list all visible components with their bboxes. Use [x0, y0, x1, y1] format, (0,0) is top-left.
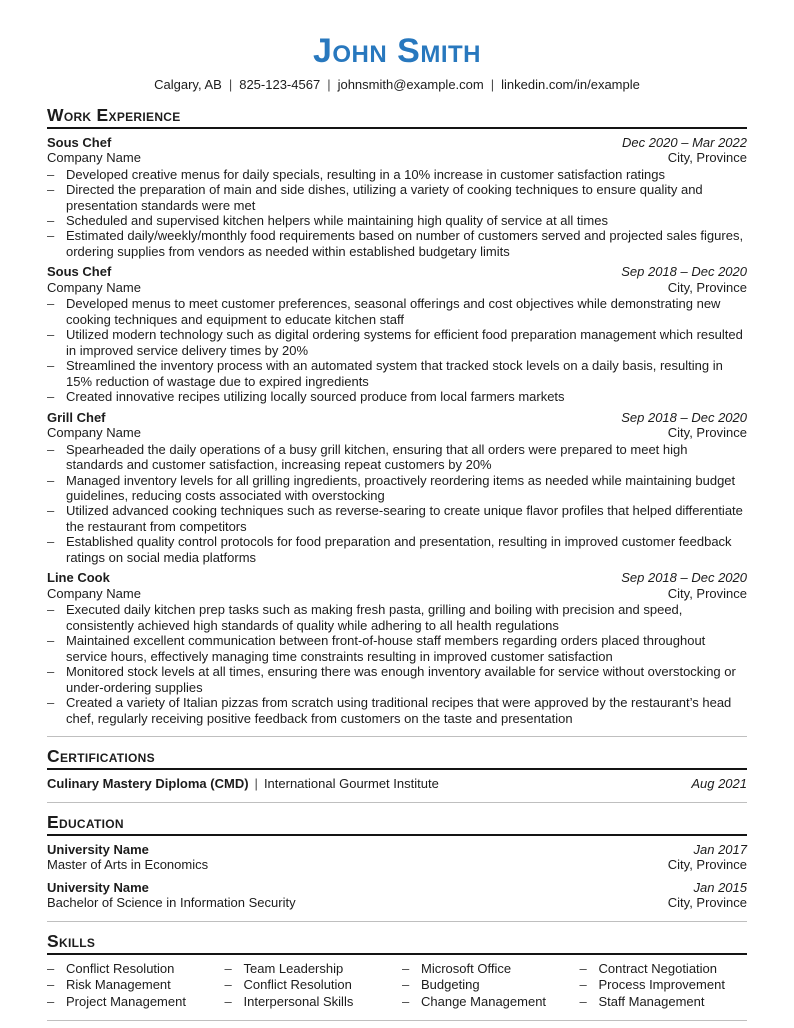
bullet-text: Scheduled and supervised kitchen helpers while maintaining high quality of service at all times	[66, 213, 608, 229]
bullet-marker: –	[224, 977, 232, 993]
bullet-marker: –	[579, 960, 587, 976]
education-entry	[47, 880, 747, 911]
skill-item	[580, 977, 748, 992]
contact-separator: |	[490, 77, 495, 93]
skill-label: Process Improvement	[598, 977, 725, 993]
skill-label: Risk Management	[66, 977, 171, 993]
job-company: Company Name	[47, 150, 141, 166]
section-title-skills: Skills	[47, 931, 747, 955]
bullet-item	[47, 182, 747, 213]
bullet-marker: –	[47, 977, 55, 993]
education-school: University Name	[47, 879, 149, 895]
skill-label: Conflict Resolution	[66, 960, 175, 976]
bullet-marker: –	[47, 695, 55, 711]
bullet-text: Directed the preparation of main and side dishes, utilizing a variety of cooking techniques to ensure quality and presentation standards were met	[66, 182, 703, 213]
job-subheader-row	[47, 425, 747, 440]
bullet-marker: –	[47, 327, 55, 343]
bullet-item	[47, 695, 747, 726]
bullet-item	[47, 213, 747, 228]
skill-item	[47, 977, 215, 992]
contact-location: Calgary, AB	[154, 77, 222, 93]
bullet-item	[47, 228, 747, 259]
bullet-item	[47, 389, 747, 404]
job-entry	[47, 264, 747, 404]
bullet-item	[47, 534, 747, 565]
job-company: Company Name	[47, 279, 141, 295]
bullet-marker: –	[47, 633, 55, 649]
job-title: Line Cook	[47, 570, 110, 586]
education-header-row	[47, 842, 747, 857]
job-entry	[47, 410, 747, 566]
education-location: City, Province	[667, 895, 747, 911]
education-degree: Master of Arts in Economics	[47, 857, 209, 873]
bullet-marker: –	[579, 977, 587, 993]
bullet-marker: –	[47, 389, 55, 405]
skills-grid	[47, 961, 747, 1010]
bullet-text: Developed creative menus for daily specials, resulting in a 10% increase in customer satisfaction ratings	[66, 166, 666, 182]
education-entry	[47, 842, 747, 873]
bullet-marker: –	[47, 960, 55, 976]
bullet-marker: –	[579, 993, 587, 1009]
skill-label: Staff Management	[598, 993, 705, 1009]
skill-item	[580, 994, 748, 1009]
skill-item	[402, 994, 570, 1009]
bullet-text: Estimated daily/weekly/monthly food requirements based on number of customers served and projected sales figures, ordering supplies from vendors as needed within established budgetary limits	[66, 228, 744, 259]
bullet-marker: –	[47, 296, 55, 312]
candidate-name: John Smith	[312, 32, 482, 70]
bullet-marker: –	[47, 664, 55, 680]
job-dates: Sep 2018 – Dec 2020	[621, 264, 747, 280]
education-location: City, Province	[667, 857, 747, 873]
contact-linkedin: linkedin.com/in/example	[501, 77, 640, 93]
bullet-item	[47, 296, 747, 327]
job-entry	[47, 570, 747, 726]
bullet-item	[47, 633, 747, 664]
bullet-text: Utilized modern technology such as digital ordering systems for efficient food preparation management which resulted in improved service delivery times by 20%	[66, 327, 743, 358]
bullet-marker: –	[47, 472, 55, 488]
section-title-education: Education	[47, 812, 747, 836]
job-bullets	[47, 442, 747, 566]
skills-column	[225, 961, 393, 1010]
job-entry	[47, 135, 747, 260]
bullet-marker: –	[224, 960, 232, 976]
bullet-text: Established quality control protocols for food preparation and presentation, resulting in improved customer feedback ratings on social media platforms	[66, 534, 732, 565]
bullet-marker: –	[402, 960, 410, 976]
education-degree: Bachelor of Science in Information Security	[47, 895, 296, 911]
job-bullets	[47, 296, 747, 404]
skills-column	[402, 961, 570, 1010]
bullet-marker: –	[47, 503, 55, 519]
skill-label: Interpersonal Skills	[243, 993, 354, 1009]
contact-separator: |	[228, 77, 233, 93]
education-header-row	[47, 880, 747, 895]
education-subheader-row	[47, 895, 747, 910]
bullet-item	[47, 602, 747, 633]
contact-phone: 825-123-4567	[239, 77, 321, 93]
bullet-marker: –	[402, 977, 410, 993]
resume-header	[47, 32, 747, 93]
bullet-marker: –	[47, 213, 55, 229]
contact-email: johnsmith@example.com	[337, 77, 484, 93]
education-school: University Name	[47, 841, 149, 857]
bullet-item	[47, 503, 747, 534]
job-company: Company Name	[47, 585, 141, 601]
job-title: Grill Chef	[47, 409, 106, 425]
section-title-certifications: Certifications	[47, 746, 747, 770]
skill-item	[225, 977, 393, 992]
education-date: Jan 2015	[693, 879, 747, 895]
skill-label: Budgeting	[421, 977, 480, 993]
skill-label: Project Management	[66, 993, 186, 1009]
bullet-item	[47, 442, 747, 473]
section-skills	[47, 921, 747, 1011]
bullet-text: Maintained excellent communication between front-of-house staff members regarding orders placed throughout service hours, effectively managing time constraints resulting in improved customer satisfaction	[66, 633, 706, 664]
job-bullets	[47, 167, 747, 260]
bullet-text: Utilized advanced cooking techniques such as reverse-searing to create unique flavor profiles that helped differentiate the restaurant from competitors	[66, 503, 743, 534]
bullet-item	[47, 473, 747, 504]
bullet-text: Created innovative recipes utilizing locally sourced produce from local farmers markets	[66, 389, 565, 405]
section-certifications	[47, 736, 747, 792]
bullet-text: Developed menus to meet customer preferences, seasonal offerings and cost objectives while demonstrating new cooking techniques and equipment to educate kitchen staff	[66, 296, 721, 327]
bottom-divider	[47, 1020, 747, 1021]
certification-date: Aug 2021	[691, 776, 747, 792]
certification-issuer: International Gourmet Institute	[263, 776, 439, 792]
certification-name: Culinary Mastery Diploma (CMD)	[47, 776, 249, 792]
bullet-marker: –	[47, 166, 55, 182]
skill-item	[402, 961, 570, 976]
job-location: City, Province	[667, 150, 747, 166]
skill-item	[47, 961, 215, 976]
skill-label: Contract Negotiation	[598, 960, 718, 976]
bullet-text: Streamlined the inventory process with an automated system that tracked stock levels on a daily basis, resulting in 15% reduction of wastage due to expired ingredients	[66, 358, 723, 389]
skill-item	[225, 961, 393, 976]
job-location: City, Province	[667, 425, 747, 441]
job-header-row	[47, 264, 747, 279]
certification-entry	[47, 776, 747, 791]
job-location: City, Province	[667, 585, 747, 601]
bullet-item	[47, 167, 747, 182]
bullet-marker: –	[402, 993, 410, 1009]
job-company: Company Name	[47, 425, 141, 441]
bullet-text: Spearheaded the daily operations of a busy grill kitchen, ensuring that all orders were prepared to meet high standards and customer satisfaction, increasing repeat customers by 20%	[66, 441, 688, 473]
bullet-text: Created a variety of Italian pizzas from scratch using traditional recipes that were approved by the restaurant’s head chef, regularly receiving positive feedback from customers on the taste and presentation	[66, 695, 732, 726]
skills-column	[580, 961, 748, 1010]
skills-column	[47, 961, 215, 1010]
bullet-item	[47, 358, 747, 389]
skill-item	[402, 977, 570, 992]
skill-label: Team Leadership	[243, 960, 344, 976]
education-subheader-row	[47, 857, 747, 872]
job-bullets	[47, 602, 747, 726]
section-work-experience	[47, 105, 747, 726]
job-subheader-row	[47, 280, 747, 295]
section-education	[47, 802, 747, 911]
job-header-row	[47, 570, 747, 585]
certification-separator: |	[254, 776, 258, 792]
bullet-marker: –	[47, 182, 55, 198]
skill-item	[47, 994, 215, 1009]
job-title: Sous Chef	[47, 134, 112, 150]
education-date: Jan 2017	[693, 841, 747, 857]
certification-left	[47, 776, 439, 791]
job-dates: Sep 2018 – Dec 2020	[621, 570, 747, 586]
job-header-row	[47, 135, 747, 150]
bullet-text: Executed daily kitchen prep tasks such as making fresh pasta, grilling and boiling with precision and speed, consistently achieved high standards of quality while adhering to all health regulations	[66, 602, 683, 633]
bullet-marker: –	[47, 534, 55, 550]
bullet-text: Monitored stock levels at all times, ensuring there was enough inventory available for service without overstocking or under-ordering supplies	[66, 664, 736, 695]
bullet-marker: –	[47, 441, 55, 457]
contact-separator: |	[327, 77, 331, 93]
section-title-work-experience: Work Experience	[47, 105, 747, 129]
job-dates: Dec 2020 – Mar 2022	[621, 134, 747, 150]
job-location: City, Province	[667, 279, 747, 295]
skill-label: Microsoft Office	[421, 960, 512, 976]
job-dates: Sep 2018 – Dec 2020	[621, 409, 747, 425]
bullet-marker: –	[47, 228, 55, 244]
skill-item	[225, 994, 393, 1009]
bullet-text: Managed inventory levels for all grilling ingredients, proactively reordering items as needed while maintaining budget guidelines, reducing costs associated with overstocking	[66, 472, 736, 503]
bullet-item	[47, 664, 747, 695]
job-subheader-row	[47, 586, 747, 601]
bullet-marker: –	[47, 993, 55, 1009]
bullet-marker: –	[224, 993, 232, 1009]
skill-label: Change Management	[421, 993, 547, 1009]
job-title: Sous Chef	[47, 264, 112, 280]
bullet-item	[47, 327, 747, 358]
job-header-row	[47, 410, 747, 425]
contact-line	[47, 77, 747, 92]
bullet-marker: –	[47, 358, 55, 374]
skill-item	[580, 961, 748, 976]
skill-label: Conflict Resolution	[243, 977, 352, 993]
job-subheader-row	[47, 150, 747, 165]
bullet-marker: –	[47, 602, 55, 618]
